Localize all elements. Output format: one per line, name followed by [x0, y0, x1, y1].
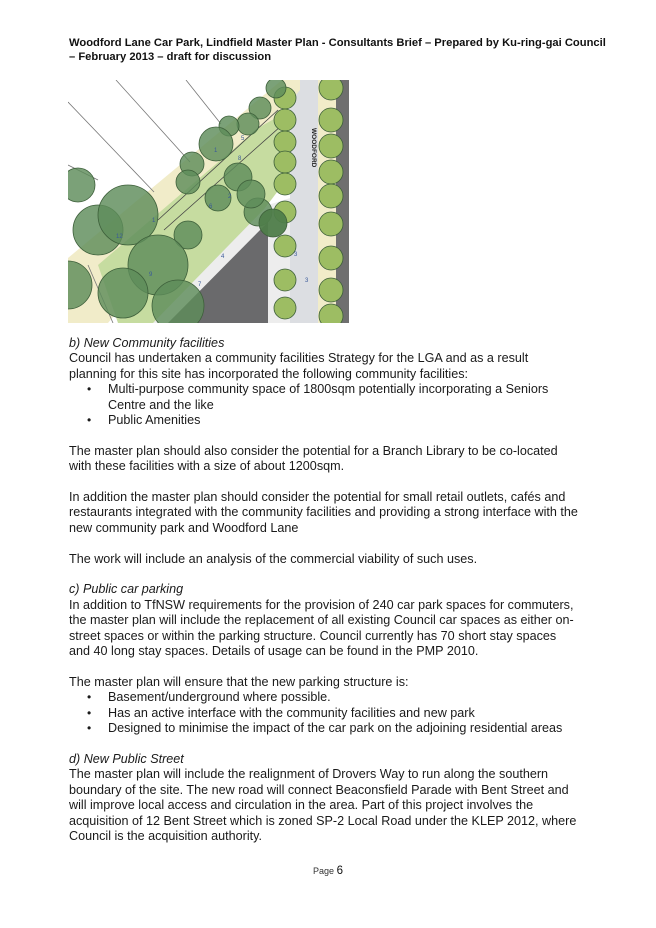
plan-key-label: 3 — [305, 278, 309, 284]
page-number: 6 — [336, 865, 343, 877]
paragraph-line: street spaces or within the parking structure. Council currently has 70 short stay spaces — [69, 628, 557, 643]
paragraph-line: The master plan will ensure that the new parking structure is: — [69, 674, 409, 689]
tree-canopy — [274, 173, 296, 195]
tree-canopy — [237, 113, 259, 135]
section-d-heading: d) New Public Street — [69, 751, 184, 766]
tree-canopy — [274, 269, 296, 291]
paragraph-line: and 40 long stay spaces. Details of usage can be found in the PMP 2010. — [69, 644, 479, 659]
section-b-heading: b) New Community facilities — [69, 336, 225, 350]
tree-canopy — [199, 127, 233, 161]
section-b-bullet-list — [69, 382, 629, 428]
tree-canopy — [259, 209, 287, 237]
tree-canopy — [319, 212, 343, 236]
bullet-item — [69, 413, 629, 428]
tree-canopy — [274, 297, 296, 319]
tree-canopy — [319, 184, 343, 208]
paragraph-line: In addition to TfNSW requirements for the provision of 240 car park spaces for commuters, — [69, 597, 574, 612]
plan-key-label: 6 — [209, 204, 213, 210]
tree-canopy — [274, 151, 296, 173]
header-line-1: Woodford Lane Car Park, Lindfield Master Plan - Consultants Brief – Prepared by Ku-ring-gai Council — [69, 37, 606, 49]
paragraph-line: restaurants integrated with the community facilities and providing a strong interface with the — [69, 505, 578, 520]
tree-canopy — [319, 108, 343, 132]
tree-canopy — [319, 160, 343, 184]
tree-canopy — [319, 80, 343, 100]
bullet-text: • Multi-purpose community space of 1800sqm potentially incorporating a Seniors — [108, 382, 549, 397]
page-header — [69, 37, 629, 64]
street-label-woodford: WOODFORD — [310, 128, 317, 168]
plan-key-label: 7 — [198, 282, 202, 288]
section-b-intro-line: Council has undertaken a community facilities Strategy for the LGA and as a result — [69, 351, 529, 366]
plan-key-label: 5 — [241, 136, 245, 142]
tree-canopy — [266, 80, 286, 98]
tree-canopy — [274, 109, 296, 131]
paragraph-line: boundary of the site. The new road will connect Beaconsfield Parade with Bent Street and — [69, 782, 569, 797]
bullet-text: Centre and the like — [108, 397, 214, 412]
page-label: Page — [313, 866, 335, 876]
bullet-item — [69, 382, 629, 413]
plan-key-label: 9 — [149, 272, 153, 278]
tree-canopy — [274, 131, 296, 153]
paragraph-line: Council is the acquisition authority. — [69, 828, 262, 843]
header-line-2: – February 2013 – draft for discussion — [69, 50, 272, 63]
tree-canopy — [176, 170, 200, 194]
plan-key-label: 1 — [152, 218, 156, 224]
paragraph-line: The master plan should also consider the potential for a Branch Library to be co-located — [69, 443, 558, 458]
paragraph-line: The work will include an analysis of the commercial viability of such uses. — [69, 551, 478, 566]
bullet-item: • Designed to minimise the impact of the car park on the adjoining residential areas — [69, 721, 629, 736]
tree-canopy — [319, 278, 343, 302]
plan-key-label: 3 — [294, 252, 298, 258]
document-body — [69, 336, 629, 844]
bullet-item: • Basement/underground where possible. — [69, 690, 629, 705]
bullet-item: • Has an active interface with the community facilities and new park — [69, 706, 629, 721]
paragraph-line: In addition the master plan should consider the potential for small retail outlets, cafés and — [69, 490, 566, 505]
section-c-heading: c) Public car parking — [69, 582, 184, 597]
tree-canopy — [319, 246, 343, 270]
paragraph-line: The master plan will include the realignment of Drovers Way to run along the southern — [69, 767, 549, 782]
paragraph-line: will improve local access and circulation in the area. Part of this project involves the — [69, 798, 534, 813]
plan-key-label: 12 — [116, 234, 123, 240]
section-b-intro-line: planning for this site has incorporated the following community facilities: — [69, 366, 469, 381]
paragraph-line: with these facilities with a size of about 1200sqm. — [69, 459, 345, 474]
plan-key-label: 2 — [228, 194, 232, 200]
paragraph-line: acquisition of 12 Bent Street which is zoned SP-2 Local Road under the KLEP 2012, where — [69, 813, 577, 828]
plan-key-label: 4 — [221, 254, 225, 260]
tree-canopy — [237, 180, 265, 208]
plan-key-label: 8 — [238, 156, 242, 162]
bullet-text: • Public Amenities — [108, 413, 201, 428]
plan-key-label: 1 — [214, 148, 218, 154]
section-c-bullet-list — [69, 690, 629, 736]
site-plan-figure — [68, 80, 349, 323]
tree-canopy — [319, 134, 343, 158]
paragraph-line: new community park and Woodford Lane — [69, 520, 299, 535]
tree-canopy — [274, 235, 296, 257]
paragraph-line: the master plan will include the replacement of all existing Council car spaces as either on- — [69, 613, 574, 628]
tree-canopy — [98, 268, 148, 318]
page-footer — [0, 865, 656, 877]
